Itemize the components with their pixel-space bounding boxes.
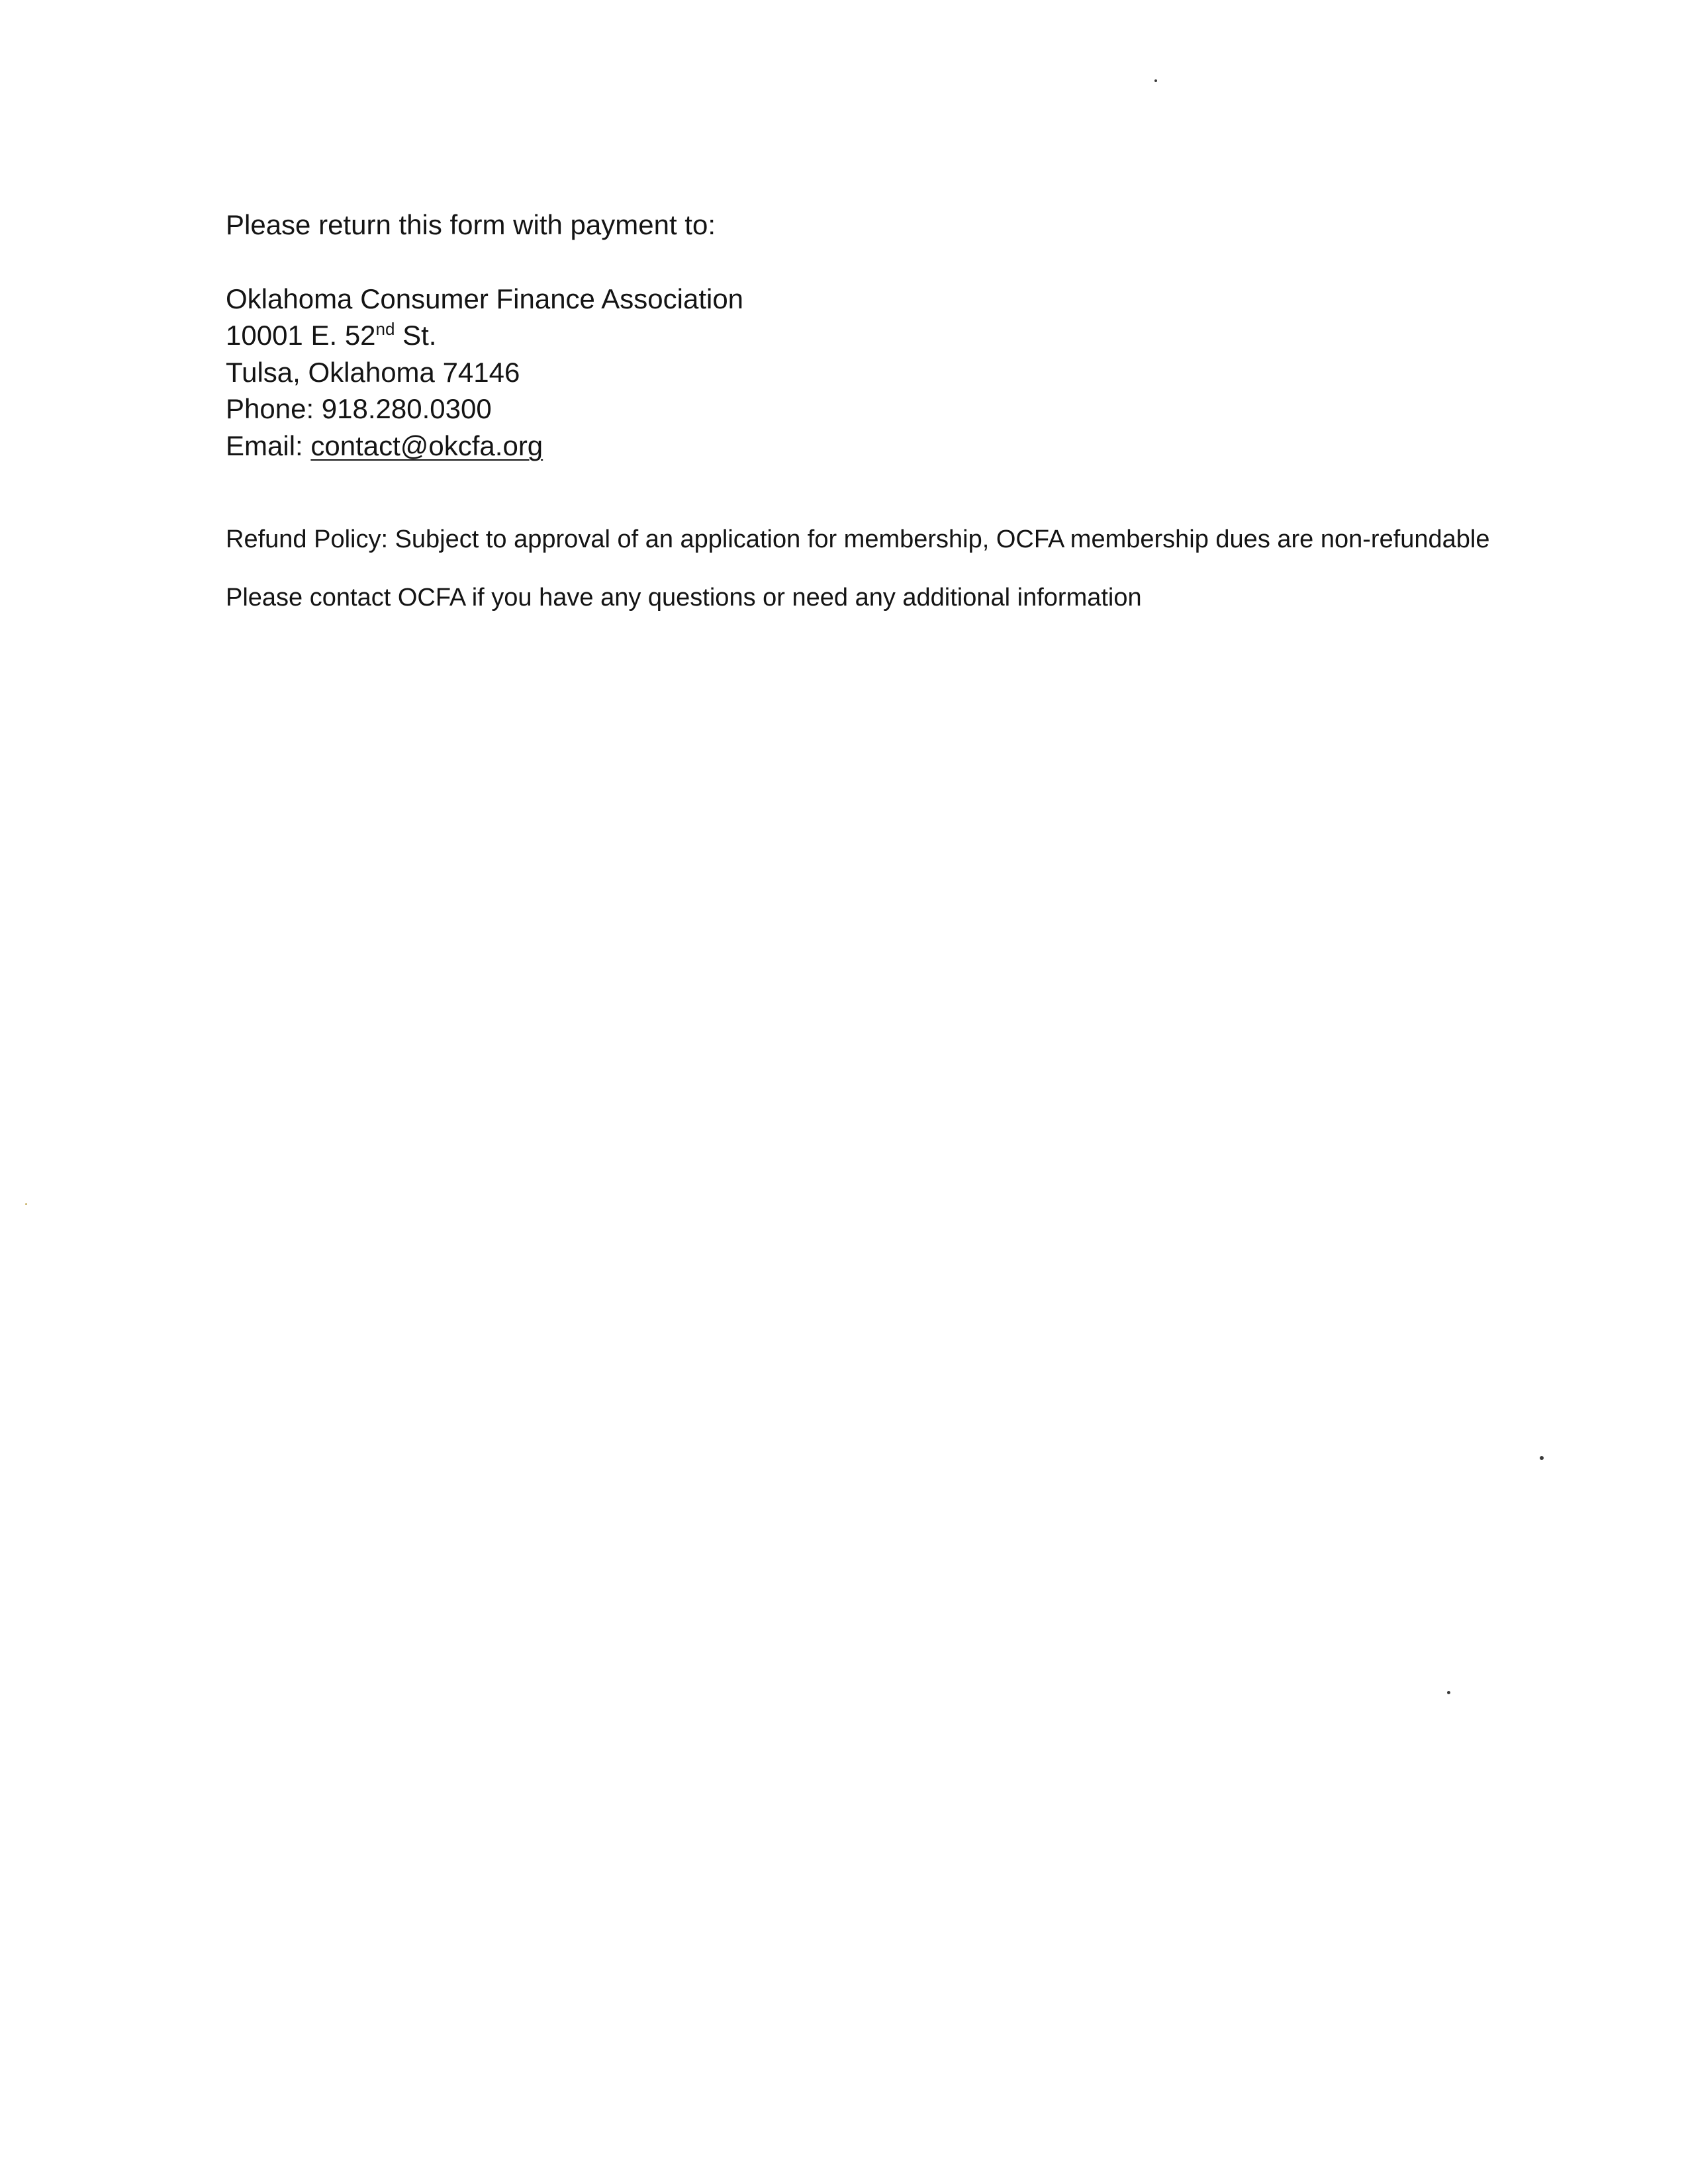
- city-state-zip: Tulsa, Oklahoma 74146: [226, 357, 520, 388]
- contact-note: Please contact OCFA if you have any questions or need any additional information: [226, 584, 1142, 612]
- street-ordinal-suffix: nd: [375, 319, 395, 339]
- return-instructions: Please return this form with payment to:: [226, 209, 716, 240]
- scan-speck: [1540, 1456, 1544, 1460]
- street-number: 10001 E. 52: [226, 320, 376, 351]
- email-line: [226, 429, 543, 463]
- scan-speck: [25, 1203, 27, 1205]
- scan-speck: [1154, 79, 1157, 82]
- street-address: [226, 318, 436, 353]
- email-link[interactable]: contact@okcfa.org: [310, 430, 543, 461]
- street-end: St.: [395, 320, 437, 351]
- organization-name: Oklahoma Consumer Finance Association: [226, 283, 744, 314]
- phone-number: Phone: 918.280.0300: [226, 393, 492, 424]
- refund-policy: Refund Policy: Subject to approval of an application for membership, OCFA membership dues are non-refundable: [226, 525, 1490, 553]
- scan-speck: [1447, 1691, 1450, 1694]
- email-label: Email:: [226, 430, 311, 461]
